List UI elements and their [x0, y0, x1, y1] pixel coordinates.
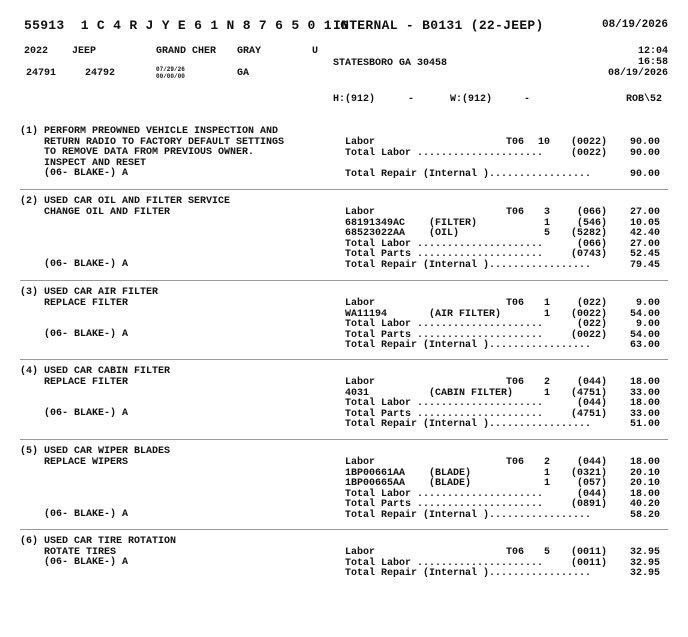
- line-item-code: T06: [506, 298, 525, 310]
- line-item-label: WA11194 (AIR FILTER): [345, 308, 502, 320]
- advisor-code: ROB\52: [625, 94, 662, 105]
- line-item-qty: 5: [543, 228, 550, 240]
- line-item-label: Total Repair (Internal ).................: [345, 509, 592, 521]
- line-item-amount: 54.00: [629, 329, 660, 341]
- time-1: 12:04: [637, 46, 668, 57]
- vehicle-year: 2022: [24, 46, 49, 57]
- section-divider: [20, 439, 668, 440]
- phone-work-dash: -: [524, 94, 531, 105]
- line-item-label: Labor: [345, 457, 376, 469]
- line-item-ref: (4751): [570, 408, 607, 420]
- line-item-amount: 9.00: [635, 298, 660, 310]
- section-description-line: RETURN RADIO TO FACTORY DEFAULT SETTINGS: [20, 136, 285, 148]
- phone-work: W:(912): [450, 94, 493, 105]
- line-item-label: Total Repair (Internal ).................: [345, 568, 592, 580]
- line-item-ref: (057): [576, 478, 607, 490]
- line-item-ref: (0891): [570, 499, 607, 511]
- section-description-line: CHANGE OIL AND FILTER: [20, 206, 171, 218]
- section-description-line: INSPECT AND RESET: [20, 157, 147, 169]
- line-item-label: 1BP00665AA (BLADE): [345, 478, 472, 490]
- line-item-label: Total Parts .....................: [345, 249, 544, 261]
- line-item-qty: 1: [543, 467, 550, 479]
- section-description-line: (6) USED CAR TIRE ROTATION: [20, 536, 177, 547]
- line-item-amount: 33.00: [629, 408, 660, 420]
- line-item-ref: (0743): [570, 249, 607, 261]
- line-item-amount: 20.10: [629, 467, 660, 479]
- section-description-line: REPLACE FILTER: [20, 376, 129, 388]
- line-item-label: Labor: [345, 377, 376, 389]
- line-item-label: Total Parts .....................: [345, 329, 544, 341]
- line-item-amount: 40.20: [629, 499, 660, 511]
- technician-line: (06- BLAKE-) A: [20, 509, 129, 520]
- line-item-amount: 90.00: [629, 147, 660, 159]
- state: GA: [237, 68, 250, 79]
- line-item-ref: (022): [576, 319, 607, 331]
- line-item-ref: (066): [576, 207, 607, 219]
- line-item-ref: (044): [576, 488, 607, 500]
- line-item-amount: 18.00: [629, 398, 660, 410]
- line-item-amount: 18.00: [629, 457, 660, 469]
- vehicle-model: GRAND CHER: [156, 46, 217, 57]
- line-item-amount: 42.40: [629, 228, 660, 240]
- line-item-ref: (0022): [570, 329, 607, 341]
- ro-type: INTERNAL - B0131 (22-JEEP): [333, 18, 544, 33]
- section-description-line: (3) USED CAR AIR FILTER: [20, 287, 159, 298]
- section-description-line: (5) USED CAR WIPER BLADES: [20, 446, 171, 457]
- line-item-ref: (044): [576, 377, 607, 389]
- technician-line: (06- BLAKE-) A: [20, 259, 129, 270]
- line-item-label: Total Labor .....................: [345, 557, 544, 569]
- line-item-code: T06: [506, 457, 525, 469]
- technician-line: (06- BLAKE-) A: [20, 557, 129, 568]
- line-item-amount: 52.45: [629, 249, 660, 261]
- section-description-line: (2) USED CAR OIL AND FILTER SERVICE: [20, 196, 231, 207]
- line-item-ref: (0011): [570, 557, 607, 569]
- technician-line: (06- BLAKE-) A: [20, 329, 129, 340]
- line-item-label: Total Repair (Internal ).................: [345, 259, 592, 271]
- line-item-label: Labor: [345, 137, 376, 149]
- line-item-label: Total Labor .....................: [345, 147, 544, 159]
- line-item-qty: 2: [543, 457, 550, 469]
- phone-home: H:(912): [333, 94, 376, 105]
- line-item-label: Total Labor .....................: [345, 238, 544, 250]
- line-item-code: T06: [506, 377, 525, 389]
- line-item-amount: 90.00: [629, 168, 660, 180]
- line-item-ref: (066): [576, 238, 607, 250]
- line-item-label: Total Labor .....................: [345, 398, 544, 410]
- city-state-zip: STATESBORO GA 30458: [333, 58, 448, 69]
- line-item-ref: (0022): [570, 308, 607, 320]
- vehicle-color: GRAY: [237, 46, 262, 57]
- line-item-amount: 18.00: [629, 488, 660, 500]
- date-top: 08/19/2026: [601, 19, 668, 31]
- line-item-qty: 1: [543, 298, 550, 310]
- line-item-qty: 1: [543, 308, 550, 320]
- line-item-amount: 27.00: [629, 207, 660, 219]
- line-item-amount: 18.00: [629, 377, 660, 389]
- line-item-amount: 20.10: [629, 478, 660, 490]
- technician-line: (06- BLAKE-) A: [20, 168, 129, 179]
- line-item-ref: (5282): [570, 228, 607, 240]
- line-item-label: 1BP00661AA (BLADE): [345, 467, 472, 479]
- section-description-line: TO REMOVE DATA FROM PREVIOUS OWNER.: [20, 147, 255, 158]
- line-item-ref: (0022): [570, 137, 607, 149]
- section-description-line: ROTATE TIRES: [20, 546, 117, 558]
- line-item-label: Total Parts .....................: [345, 499, 544, 511]
- line-item-label: 68523022AA (OIL): [345, 228, 460, 240]
- line-item-ref: (022): [576, 298, 607, 310]
- line-item-qty: 2: [543, 377, 550, 389]
- line-item-amount: 9.00: [635, 319, 660, 331]
- date-2: 08/19/2026: [607, 68, 668, 79]
- section-description-line: (1) PERFORM PREOWNED VEHICLE INSPECTION AND: [20, 126, 279, 137]
- line-item-label: 4031 (CABIN FILTER): [345, 387, 514, 399]
- line-item-qty: 5: [543, 547, 550, 559]
- line-item-ref: (0321): [570, 467, 607, 479]
- line-item-label: Total Repair (Internal ).................: [345, 419, 592, 431]
- line-item-ref: (0011): [570, 547, 607, 559]
- line-item-ref: (044): [576, 457, 607, 469]
- line-item-label: Total Parts .....................: [345, 408, 544, 420]
- line-item-label: Total Labor .....................: [345, 488, 544, 500]
- line-item-ref: (044): [576, 398, 607, 410]
- line-item-amount: 79.45: [629, 259, 660, 271]
- line-item-qty: 1: [543, 217, 550, 229]
- section-divider: [20, 529, 668, 530]
- line-item-amount: 27.00: [629, 238, 660, 250]
- line-item-amount: 33.00: [629, 387, 660, 399]
- line-item-code: T06: [506, 207, 525, 219]
- line-item-label: Total Labor .....................: [345, 319, 544, 331]
- section-divider: [20, 189, 668, 190]
- section-description-line: (4) USED CAR CABIN FILTER: [20, 366, 171, 377]
- line-item-label: Labor: [345, 207, 376, 219]
- line-item-amount: 58.20: [629, 509, 660, 521]
- line-item-amount: 32.95: [629, 568, 660, 580]
- phone-home-dash: -: [408, 94, 415, 105]
- line-item-amount: 32.95: [629, 547, 660, 559]
- line-item-label: Total Repair (Internal ).................: [345, 168, 592, 180]
- line-item-amount: 90.00: [629, 137, 660, 149]
- line-item-ref: (4751): [570, 387, 607, 399]
- section-divider: [20, 280, 668, 281]
- vehicle-u: U: [312, 46, 319, 57]
- line-item-label: 68191349AC (FILTER): [345, 217, 478, 229]
- line-item-qty: 1: [543, 387, 550, 399]
- stock-vin: 55913 1 C 4 R J Y E 6 1 N 8 7 6 5 0 1 6: [24, 18, 349, 33]
- code-2: 24792: [85, 68, 116, 79]
- section-divider: [20, 359, 668, 360]
- code-1: 24791: [26, 68, 57, 79]
- technician-line: (06- BLAKE-) A: [20, 408, 129, 419]
- small-date-2: 00/00/00: [156, 73, 185, 80]
- line-item-label: Labor: [345, 298, 376, 310]
- section-description-line: REPLACE FILTER: [20, 297, 129, 309]
- line-item-amount: 32.95: [629, 557, 660, 569]
- line-item-qty: 3: [543, 207, 550, 219]
- line-item-amount: 54.00: [629, 308, 660, 320]
- section-description-line: REPLACE WIPERS: [20, 456, 129, 468]
- line-item-code: T06: [506, 137, 525, 149]
- line-item-label: Total Repair (Internal ).................: [345, 340, 592, 352]
- line-item-qty: 10: [537, 137, 550, 149]
- time-2: 16:58: [637, 57, 668, 68]
- small-date-1: 07/29/26: [156, 66, 185, 73]
- line-item-ref: (0022): [570, 147, 607, 159]
- line-item-amount: 10.05: [629, 217, 660, 229]
- line-item-amount: 51.00: [629, 419, 660, 431]
- line-item-label: Labor: [345, 547, 376, 559]
- line-item-amount: 63.00: [629, 340, 660, 352]
- line-item-code: T06: [506, 547, 525, 559]
- line-item-ref: (546): [576, 217, 607, 229]
- vehicle-make: JEEP: [72, 46, 97, 57]
- line-item-qty: 1: [543, 478, 550, 490]
